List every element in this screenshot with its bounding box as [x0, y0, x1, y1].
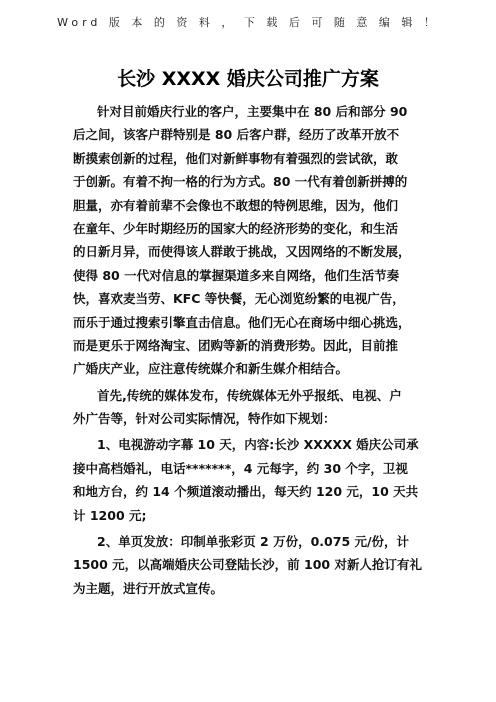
text-line: 2、单页发放：印制单张彩页 2 万份，0.075 元/份，计: [97, 534, 410, 550]
paragraph-flyers: [73, 530, 433, 600]
text-line: 接中高档婚礼，电话*******，4 元每字，约 30 个字，卫视: [73, 460, 408, 476]
text-line: 1、电视游动字幕 10 天，内容:长沙 XXXXX 婚庆公司承: [97, 437, 419, 453]
text-line: 针对目前婚庆行业的客户，主要集中在 80 后和部分 90: [97, 104, 408, 119]
text-line: 后之间，该客户群特别是 80 后客户群，经历了改革开放不: [73, 127, 400, 143]
text-line: 外广告等，针对公司实际情况，特作如下规划：: [73, 411, 336, 427]
document-title: 长沙 XXXX 婚庆公司推广方案: [117, 68, 379, 90]
text-line: 而乐于通过搜索引擎直击信息。他们无心在商场中细心挑选，: [73, 314, 411, 330]
text-line: 快，喜欢麦当劳、KFC 等快餐，无心浏览纷繁的电视广告，: [73, 291, 405, 307]
page-header: Word 版 本 的 资 料 ， 下 载 后 可 随 意 编 辑 ！: [57, 16, 439, 29]
text-line: 断摸索创新的过程，他们对新鲜事物有着强烈的尝试欲，敢: [73, 150, 399, 166]
text-line: 为主题，进行开放式宣传。: [73, 580, 224, 596]
text-line: 于创新。有着不拘一格的行为方式。80 一代有着创新拼搏的: [73, 174, 408, 190]
text-line: 的日新月异，而使得该人群敢于挑战，又因网络的不断发展，: [73, 244, 411, 260]
paragraph-tv-subtitles: [73, 433, 433, 527]
text-line: 和地方台，约 14 个频道滚动播出，每天约 120 元，10 天共: [73, 484, 419, 500]
paragraph-traditional-media: [73, 384, 433, 431]
text-line: 使得 80 一代对信息的掌握渠道多来自网络，他们生活节奏: [73, 267, 400, 283]
text-line: 广婚庆产业，应注意传统媒介和新生媒介相结合。: [73, 361, 349, 377]
text-line: 胆量，亦有着前辈不会像也不敢想的特例思维，因为，他们: [73, 197, 399, 213]
text-line: 在童年、少年时期经历的国家大的经济形势的变化，和生活: [73, 220, 399, 236]
text-line: 首先,传统的媒体发布，传统媒体无外乎报纸、电视、户: [97, 387, 402, 403]
text-line: 计 1200 元;: [73, 507, 147, 523]
paragraph-intro: [73, 100, 433, 381]
document-body: [73, 100, 433, 603]
text-line: 1500 元，以高端婚庆公司登陆长沙，前 100 对新人抢订有礼: [73, 557, 422, 573]
text-line: 而是更乐于网络淘宝、团购等新的消费形势。因此，目前推: [73, 337, 399, 353]
